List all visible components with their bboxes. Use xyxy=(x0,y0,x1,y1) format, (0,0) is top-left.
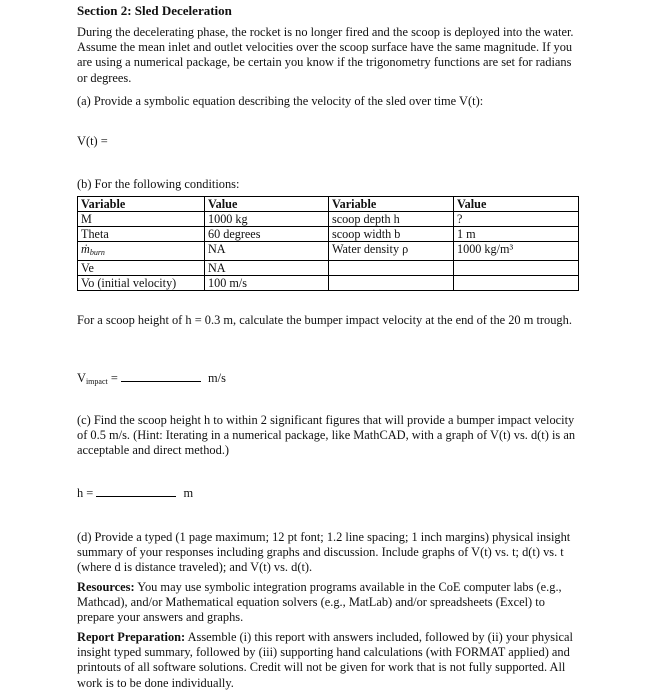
mburn-subscript: burn xyxy=(89,248,105,257)
table-cell: scoop depth h xyxy=(329,212,454,227)
table-cell xyxy=(329,276,454,291)
part-c-prompt: (c) Find the scoop height h to within 2 significant figures that will provide a bumper impact velocity of 0.5 m/s. (Hint: Iterating in a numerical package, like MathCAD, with a graph of V(t) vs. d(t) is an acceptable and direct method.) xyxy=(77,413,576,458)
resources-paragraph xyxy=(77,580,577,626)
vimpact-equals: = xyxy=(107,371,118,385)
table-cell: ? xyxy=(454,212,579,227)
resources-text: You may use symbolic integration programs available in the CoE computer labs (e.g., Mathcad), and/or Mathematical equation solvers (e.g., MatLab) and/or spreadsheets (Excel) to prepare your answers and graphs. xyxy=(77,580,562,625)
conditions-table xyxy=(77,196,579,291)
table-cell xyxy=(454,261,579,276)
table-cell: 100 m/s xyxy=(205,276,329,291)
table-cell: 60 degrees xyxy=(205,227,329,242)
part-b-prompt: (b) For the following conditions: xyxy=(77,177,240,191)
table-cell: M xyxy=(78,212,205,227)
part-b-question: For a scoop height of h = 0.3 m, calculate the bumper impact velocity at the end of the 20 m trough. xyxy=(77,313,572,327)
table-cell: Water density ρ xyxy=(329,242,454,261)
h-unit: m xyxy=(183,486,194,500)
vimpact-answer-blank[interactable] xyxy=(121,381,201,382)
intro-paragraph: During the decelerating phase, the rocket is no longer fired and the scoop is deployed into the water. Assume the mean inlet and outlet velocities over the scoop surface have the same magnitude. If you are using a numerical package, be certain you know if the trigonometry functions are set for radians or degrees. xyxy=(77,25,574,85)
table-cell: Vo (initial velocity) xyxy=(78,276,205,291)
report-text: Assemble (i) this report with answers included, followed by (ii) your physical insight typed summary, followed by (iii) supporting hand calculations (with FORMAT applied) and printouts of all software solutions. Credit will not be given for work that is not fully supported. All work is to be done individually. xyxy=(77,630,573,690)
table-cell: NA xyxy=(205,242,329,261)
table-header-row xyxy=(78,197,579,212)
table-header-cell: Value xyxy=(454,197,579,212)
resources-label: Resources: xyxy=(77,580,135,594)
mburn-symbol: ṁ xyxy=(81,242,90,256)
table-cell xyxy=(329,261,454,276)
vimpact-subscript: impact xyxy=(85,377,108,386)
table-header-cell: Variable xyxy=(329,197,454,212)
table-cell: 1 m xyxy=(454,227,579,242)
table-cell: scoop width b xyxy=(329,227,454,242)
section-heading: Section 2: Sled Deceleration xyxy=(77,3,232,18)
table-cell xyxy=(454,276,579,291)
vimpact-symbol: V xyxy=(77,371,86,385)
h-answer-line xyxy=(77,486,193,501)
h-answer-blank[interactable] xyxy=(96,496,176,497)
table-header-cell: Value xyxy=(205,197,329,212)
vt-answer-label: V(t) = xyxy=(77,134,108,148)
table-cell: 1000 kg/m³ xyxy=(454,242,579,261)
table-row xyxy=(78,261,579,276)
part-a-prompt: (a) Provide a symbolic equation describing the velocity of the sled over time V(t): xyxy=(77,94,484,108)
mburn-cell xyxy=(78,242,205,261)
table-header-cell: Variable xyxy=(78,197,205,212)
table-cell: NA xyxy=(205,261,329,276)
vimpact-unit: m/s xyxy=(208,371,226,385)
part-d-prompt: (d) Provide a typed (1 page maximum; 12 pt font; 1.2 line spacing; 1 inch margins) physical insight summary of your responses including graphs and discussion. Include graphs of V(t) vs. t; d(t) vs. t (where d is distance traveled); and V(t) vs. d(t). xyxy=(77,530,571,575)
table-row xyxy=(78,276,579,291)
table-cell: Theta xyxy=(78,227,205,242)
table-row xyxy=(78,227,579,242)
table-cell: Ve xyxy=(78,261,205,276)
vimpact-answer-line xyxy=(77,371,226,389)
h-label: h = xyxy=(77,486,94,500)
table-row xyxy=(78,242,579,261)
table-row xyxy=(78,212,579,227)
report-prep-paragraph xyxy=(77,630,577,691)
report-label: Report Preparation: xyxy=(77,630,186,644)
table-cell: 1000 kg xyxy=(205,212,329,227)
